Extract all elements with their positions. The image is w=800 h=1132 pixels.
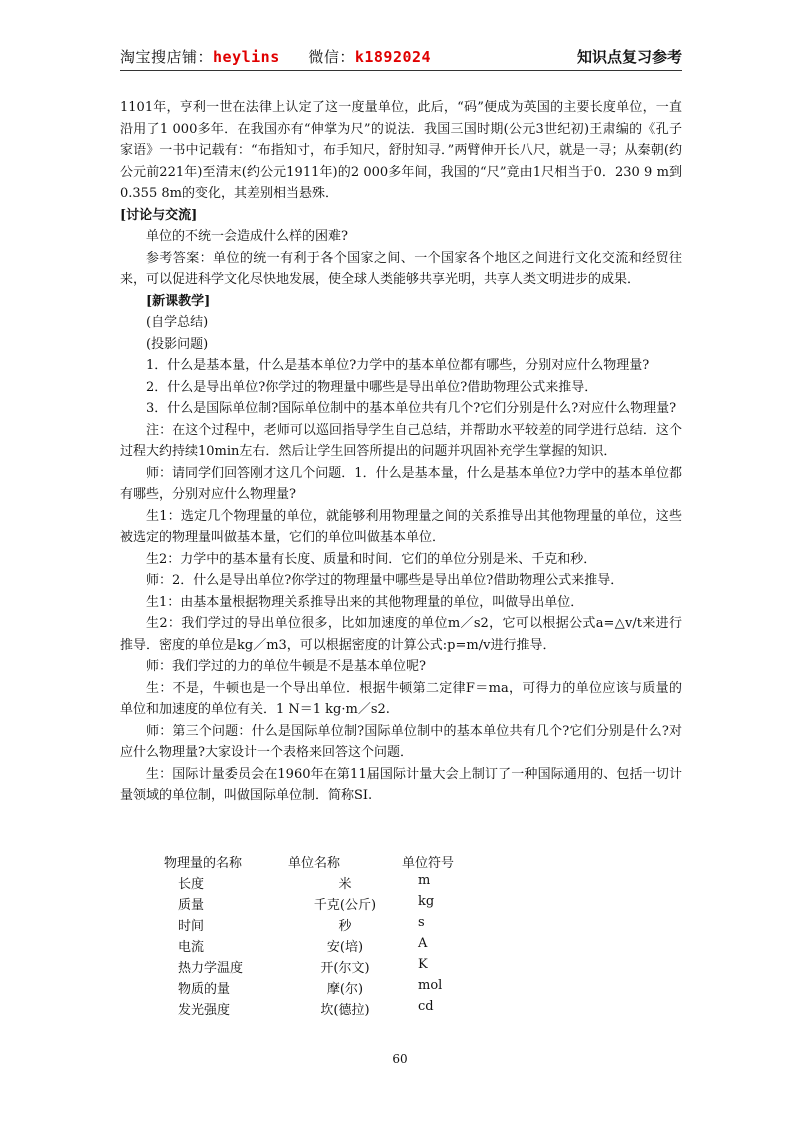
paragraph: (投影问题) xyxy=(146,336,209,352)
unit-symbol-cell: m xyxy=(418,873,431,888)
table-header-unit-name: 单位名称 xyxy=(288,856,341,871)
table-header-unit-symbol: 单位符号 xyxy=(402,856,455,871)
paragraph: 生：不是，牛顿也是一个导出单位．根据牛顿第二定律F＝ma，可得力的单位应该与质量的单位和加速度的单位有关．1 N＝1 kg·m／s2. xyxy=(120,680,682,717)
section-heading: [讨论与交流] xyxy=(120,207,198,223)
table-row xyxy=(120,894,682,915)
unit-name-cell: 米 xyxy=(338,877,352,892)
quantity-cell: 发光强度 xyxy=(178,1003,231,1018)
unit-symbol-cell: cd xyxy=(418,999,434,1014)
paragraph: 2．什么是导出单位?你学过的物理量中哪些是导出单位?借助物理公式来推导． xyxy=(146,379,598,395)
paragraph: 1101年，亨利一世在法律上认定了这一度量单位，此后，“码”便成为英国的主要长度单位，一直沿用了1 000多年．在我国亦有“伸掌为尺”的说法．我国三国时期(公元3世纪初)王肃编的《孔子家语》一书中记载有：“布指知寸，布手知尺，舒肘知寻．”两臂伸开长八尺，就是一寻；从秦朝(约公元前221年)至清末(约公元1911年)的2 000多年间，我国的“尺”竟由1尺相当于0．230 9 m到0.355 8m的变化，其差别相当悬殊． xyxy=(120,100,682,201)
section-heading: [新课教学] xyxy=(146,293,211,309)
header-title: 知识点复习参考 xyxy=(576,48,682,66)
quantity-cell: 质量 xyxy=(178,898,205,913)
table-row xyxy=(120,957,682,978)
table-row xyxy=(120,978,682,999)
table-row xyxy=(120,999,682,1020)
paragraph: 师：第三个问题：什么是国际单位制?国际单位制中的基本单位共有几个?它们分别是什么?对应什么物理量?大家设计一个表格来回答这个问题． xyxy=(120,723,682,760)
quantity-cell: 长度 xyxy=(178,877,205,892)
unit-symbol-cell: K xyxy=(418,957,428,972)
unit-symbol-cell: kg xyxy=(418,894,435,909)
shop-name: heylins xyxy=(213,48,280,66)
paragraph: (自学总结) xyxy=(146,315,209,330)
paragraph: 师：我们学过的力的单位牛顿是不是基本单位呢? xyxy=(146,659,426,674)
document-body xyxy=(120,97,682,807)
paragraph: 生1：选定几个物理量的单位，就能够利用物理量之间的关系推导出其他物理量的单位，这些被选定的物理量叫做基本量，它们的单位叫做基本单位． xyxy=(120,508,682,545)
quantity-cell: 热力学温度 xyxy=(178,961,244,976)
wechat-label: 微信： xyxy=(308,48,355,66)
paragraph: 注：在这个过程中，老师可以巡回指导学生自己总结，并帮助水平较差的同学进行总结．这个过程大约持续10min左右．然后让学生回答所提出的问题并巩固补充学生掌握的知识． xyxy=(120,422,682,459)
unit-name-cell: 千克(公斤) xyxy=(313,898,377,913)
table-header-quantity: 物理量的名称 xyxy=(164,856,243,871)
paragraph: 师：2．什么是导出单位?你学过的物理量中哪些是导出单位?借助物理公式来推导． xyxy=(146,573,624,588)
header-divider xyxy=(120,70,682,71)
wechat-id: k1892024 xyxy=(354,48,432,66)
unit-symbol-cell: mol xyxy=(418,978,443,993)
quantity-cell: 电流 xyxy=(178,940,205,955)
table-row xyxy=(120,915,682,936)
unit-symbol-cell: s xyxy=(418,915,425,930)
paragraph: 生1：由基本量根据物理关系推导出来的其他物理量的单位，叫做导出单位． xyxy=(146,594,584,610)
quantity-cell: 时间 xyxy=(178,919,205,934)
paragraph: 生：国际计量委员会在1960年在第11届国际计量大会上制订了一种国际通用的、包括一切计量领域的单位制，叫做国际单位制．简称SI. xyxy=(120,766,682,803)
quantity-cell: 物质的量 xyxy=(178,982,231,997)
table-row xyxy=(120,936,682,957)
si-unit-table xyxy=(120,852,682,1020)
unit-name-cell: 秒 xyxy=(338,919,352,934)
paragraph: 1．什么是基本量，什么是基本单位?力学中的基本单位都有哪些，分别对应什么物理量? xyxy=(146,358,650,373)
paragraph: 生2：力学中的基本量有长度、质量和时间．它们的单位分别是米、千克和秒． xyxy=(146,551,597,567)
page-number: 60 xyxy=(392,1052,408,1066)
table-row xyxy=(120,873,682,894)
unit-name-cell: 安(培) xyxy=(326,940,364,955)
unit-symbol-cell: A xyxy=(418,936,428,951)
paragraph: 师：请同学们回答刚才这几个问题．1．什么是基本量，什么是基本单位?力学中的基本单位都有哪些，分别对应什么物理量? xyxy=(120,465,682,502)
paragraph: 3．什么是国际单位制?国际单位制中的基本单位共有几个?它们分别是什么?对应什么物理量? xyxy=(146,401,677,416)
paragraph: 单位的不统一会造成什么样的困难? xyxy=(146,229,348,244)
page-header xyxy=(120,46,682,72)
unit-name-cell: 摩(尔) xyxy=(326,982,364,997)
table-header-row xyxy=(120,852,682,873)
unit-name-cell: 开(尔文) xyxy=(320,961,370,976)
paragraph: 参考答案：单位的统一有利于各个国家之间、一个国家各个地区之间进行文化交流和经贸往来，可以促进科学文化尽快地发展，使全球人类能够共享光明，共享人类文明进步的成果． xyxy=(120,250,682,287)
shop-label: 淘宝搜店铺： xyxy=(120,48,214,66)
paragraph: 生2：我们学过的导出单位很多，比如加速度的单位m／s2，它可以根据公式a=△v/t来进行推导．密度的单位是kg／m3，可以根据密度的计算公式:p=m/v进行推导． xyxy=(120,616,682,653)
unit-name-cell: 坎(德拉) xyxy=(320,1003,370,1018)
header-shop-info xyxy=(120,46,431,67)
